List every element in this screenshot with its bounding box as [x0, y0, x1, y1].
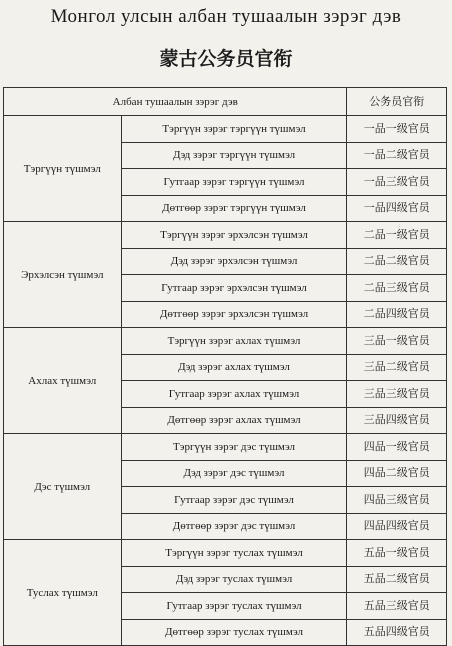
rank-zh-cell: 一品四级官员: [347, 195, 447, 222]
rank-mn-cell: Дөтгөөр зэрэг тэргүүн түшмэл: [121, 195, 347, 222]
rank-mn-cell: Гутгаар зэрэг эрхэлсэн түшмэл: [121, 275, 347, 302]
table-row: [4, 116, 447, 143]
rank-mn-cell: Дөтгөөр зэрэг дэс түшмэл: [121, 513, 347, 540]
rank-zh-cell: 一品三级官员: [347, 169, 447, 196]
rank-zh-cell: 四品三级官员: [347, 487, 447, 514]
group-name-cell: Ахлах түшмэл: [4, 328, 122, 434]
rank-mn-cell: Тэргүүн зэрэг дэс түшмэл: [121, 434, 347, 461]
rank-mn-cell: Тэргүүн зэрэг эрхэлсэн түшмэл: [121, 222, 347, 249]
table-row: [4, 540, 447, 567]
rank-zh-cell: 四品二级官员: [347, 460, 447, 487]
rank-mn-cell: Тэргүүн зэрэг ахлах түшмэл: [121, 328, 347, 355]
rank-mn-cell: Гутгаар зэрэг ахлах түшмэл: [121, 381, 347, 408]
rank-zh-cell: 二品三级官员: [347, 275, 447, 302]
group-name-cell: Эрхэлсэн түшмэл: [4, 222, 122, 328]
rank-zh-cell: 五品四级官员: [347, 619, 447, 646]
rank-zh-cell: 二品一级官员: [347, 222, 447, 249]
page-title-mongolian: Монгол улсын албан тушаалын зэрэг дэв: [50, 6, 402, 27]
rank-mn-cell: Дөтгөөр зэрэг туслах түшмэл: [121, 619, 347, 646]
rank-zh-cell: 五品二级官员: [347, 566, 447, 593]
rank-zh-cell: 二品四级官员: [347, 301, 447, 328]
rank-zh-cell: 三品一级官员: [347, 328, 447, 355]
rank-mn-cell: Тэргүүн зэрэг туслах түшмэл: [121, 540, 347, 567]
rank-table-body: [4, 116, 447, 646]
rank-zh-cell: 三品四级官员: [347, 407, 447, 434]
table-header-row: [4, 88, 447, 116]
page-title-chinese: 蒙古公务员官衔: [159, 48, 293, 70]
header-rank-mn: Албан тушаалын зэрэг дэв: [4, 88, 347, 116]
rank-mn-cell: Гутгаар зэрэг тэргүүн түшмэл: [121, 169, 347, 196]
rank-mn-cell: Дэд зэрэг дэс түшмэл: [121, 460, 347, 487]
rank-zh-cell: 四品一级官员: [347, 434, 447, 461]
header-rank-zh: 公务员官衔: [347, 88, 447, 116]
rank-mn-cell: Дөтгөөр зэрэг эрхэлсэн түшмэл: [121, 301, 347, 328]
rank-mn-cell: Дөтгөөр зэрэг ахлах түшмэл: [121, 407, 347, 434]
rank-zh-cell: 二品二级官员: [347, 248, 447, 275]
group-name-cell: Туслах түшмэл: [4, 540, 122, 646]
rank-mn-cell: Дэд зэрэг туслах түшмэл: [121, 566, 347, 593]
rank-zh-cell: 四品四级官员: [347, 513, 447, 540]
rank-mn-cell: Гутгаар зэрэг дэс түшмэл: [121, 487, 347, 514]
rank-mn-cell: Дэд зэрэг ахлах түшмэл: [121, 354, 347, 381]
table-row: [4, 434, 447, 461]
table-row: [4, 328, 447, 355]
rank-zh-cell: 一品二级官员: [347, 142, 447, 169]
rank-zh-cell: 一品一级官员: [347, 116, 447, 143]
rank-mn-cell: Дэд зэрэг эрхэлсэн түшмэл: [121, 248, 347, 275]
rank-zh-cell: 五品三级官员: [347, 593, 447, 620]
rank-mn-cell: Дэд зэрэг тэргүүн түшмэл: [121, 142, 347, 169]
rank-mn-cell: Тэргүүн зэрэг тэргүүн түшмэл: [121, 116, 347, 143]
rank-zh-cell: 三品三级官员: [347, 381, 447, 408]
rank-zh-cell: 三品二级官员: [347, 354, 447, 381]
rank-zh-cell: 五品一级官员: [347, 540, 447, 567]
table-row: [4, 222, 447, 249]
rank-mn-cell: Гутгаар зэрэг туслах түшмэл: [121, 593, 347, 620]
group-name-cell: Дэс түшмэл: [4, 434, 122, 540]
group-name-cell: Тэргүүн түшмэл: [4, 116, 122, 222]
rank-table: [3, 87, 447, 646]
